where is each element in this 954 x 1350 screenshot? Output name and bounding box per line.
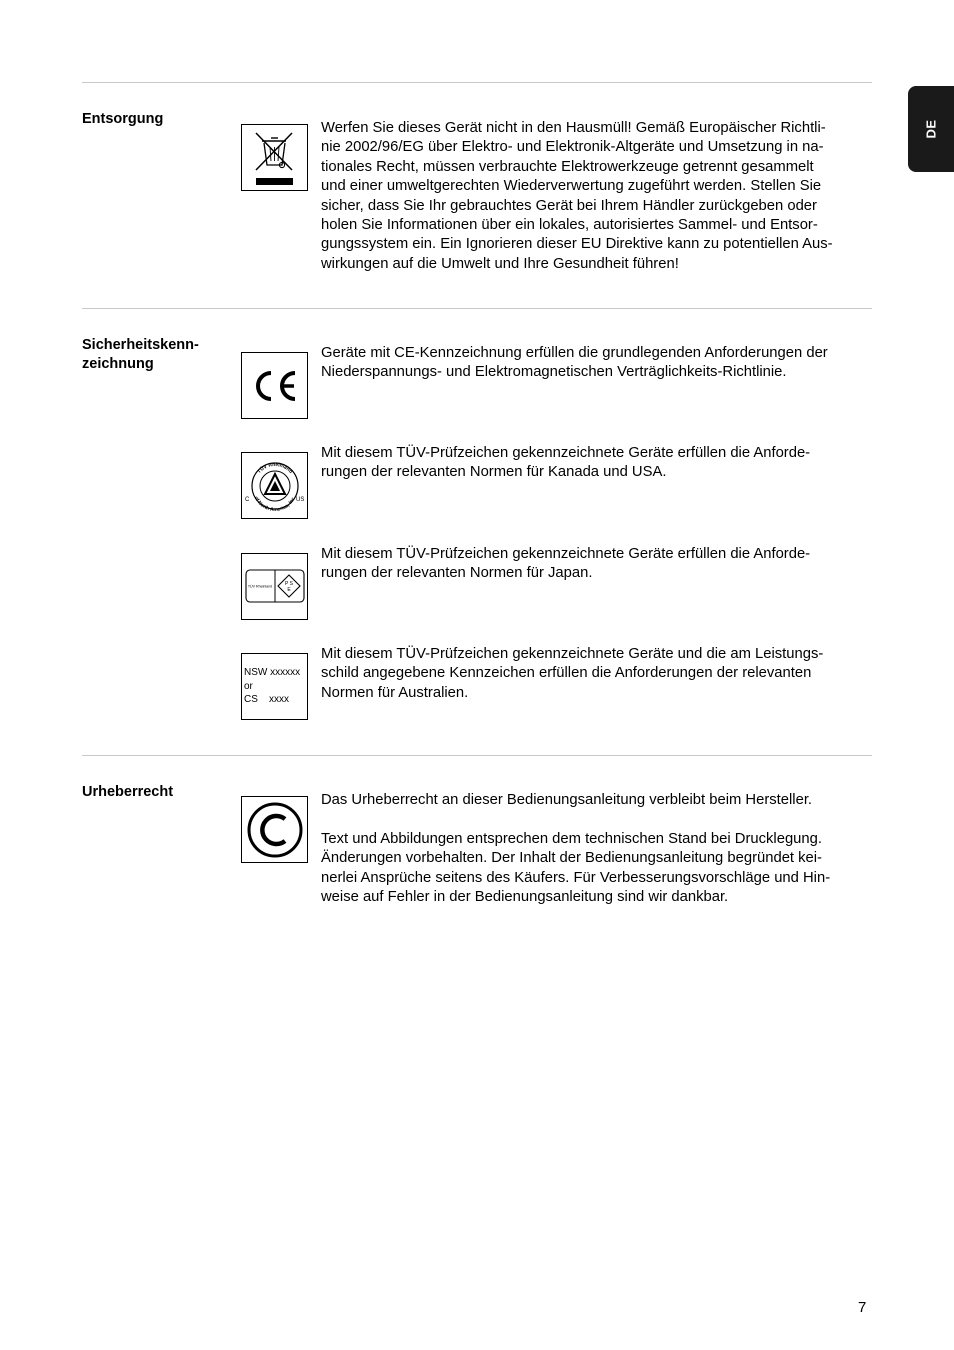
section-divider <box>82 82 872 83</box>
nsw-cs-australia-icon <box>241 653 308 720</box>
nsw-line-2: or <box>244 681 253 692</box>
svg-text:of North America, Inc. <box>253 495 298 513</box>
urheberrecht-paragraph-2: Text und Abbildungen entsprechen dem technischen Stand bei Drucklegung. Änderungen vorbehalten. Der Inhalt der Bedienungsanleitung begründet kei- nerlei Ansprüche seitens des Käufers. Für Verbesserungsvorschläge und Hin- weise auf Fehler in der Bedienungsanleitung sind wir dankbar. <box>321 831 831 906</box>
copyright-icon <box>241 796 308 863</box>
tuv-na-text: Mit diesem TÜV-Prüfzeichen gekennzeichnete Geräte erfüllen die Anforde- rungen der relevanten Normen für Kanada und USA. <box>321 445 811 481</box>
language-tab[interactable] <box>908 86 954 172</box>
heading-sicherheitskennzeichnung <box>82 336 232 374</box>
entsorgung-text: Werfen Sie dieses Gerät nicht in den Hausmüll! Gemäß Europäischer Richtli- nie 2002/96/EG über Elektro- und Elektronik-Altgeräte und Umsetzung in na- tionales Recht, müssen verbrauchte Elektrowerkzeuge getrennt gesammelt und einer umweltgerechten Wiederverwertung zugeführt werden. Stellen Sie sicher, dass Sie Ihr gebrauchtes Gerät bei Ihrem Händler zurückgeben oder holen Sie Informationen über ein lokales, autorisiertes Sammel- und Entsor- gungssystem ein. Ein Ignorieren dieser EU Direktive kann zu potentiellen Aus- wirkungen auf die Umwelt und Ihre Gesundheit führen! <box>321 120 833 272</box>
tuv-north-america-icon <box>241 452 308 519</box>
urheberrecht-paragraph-1: Das Urheberrecht an dieser Bedienungsanleitung verbleibt beim Hersteller. <box>321 792 813 808</box>
nsw-line-1: NSW xxxxxx <box>244 667 301 678</box>
pse-top-text: P S <box>285 581 293 587</box>
pse-bottom-text: E <box>287 587 291 593</box>
heading-entsorgung: Entsorgung <box>82 111 164 127</box>
ce-text: Geräte mit CE-Kennzeichnung erfüllen die grundlegenden Anforderungen der Niederspannungs- und Elektromagnetischen Verträglichkeits-Richtlinie. <box>321 345 828 381</box>
tuv-us-text: US <box>296 497 305 503</box>
ce-mark-icon <box>241 352 308 419</box>
tuv-pse-japan-icon <box>241 553 308 620</box>
page-number: 7 <box>858 1299 867 1316</box>
weee-crossed-bin-icon <box>241 124 308 191</box>
tuv-bottom-text: of North America, Inc. <box>252 495 298 514</box>
tuv-pse-left-text: TÜV Rheinland <box>247 584 273 589</box>
heading-urheberrecht: Urheberrecht <box>82 784 174 800</box>
nsw-line-3: CS xxxx <box>244 694 290 705</box>
tuv-japan-text: Mit diesem TÜV-Prüfzeichen gekennzeichnete Geräte erfüllen die Anforde- rungen der relevanten Normen für Japan. <box>321 546 811 582</box>
heading-sicherheitskennzeichnung-text: Sicherheitskenn- zeichnung <box>82 337 199 372</box>
section-divider <box>82 308 872 309</box>
section-divider <box>82 755 872 756</box>
australia-text: Mit diesem TÜV-Prüfzeichen gekennzeichnete Geräte und die am Leistungs- schild angegebene Kennzeichen erfüllen die Anforderungen der relevanten Normen für Australien. <box>321 646 824 701</box>
tuv-top-text: TÜV Rheinland <box>256 461 294 475</box>
language-tab-label: DE <box>923 119 939 139</box>
tuv-c-text: C <box>245 497 250 503</box>
